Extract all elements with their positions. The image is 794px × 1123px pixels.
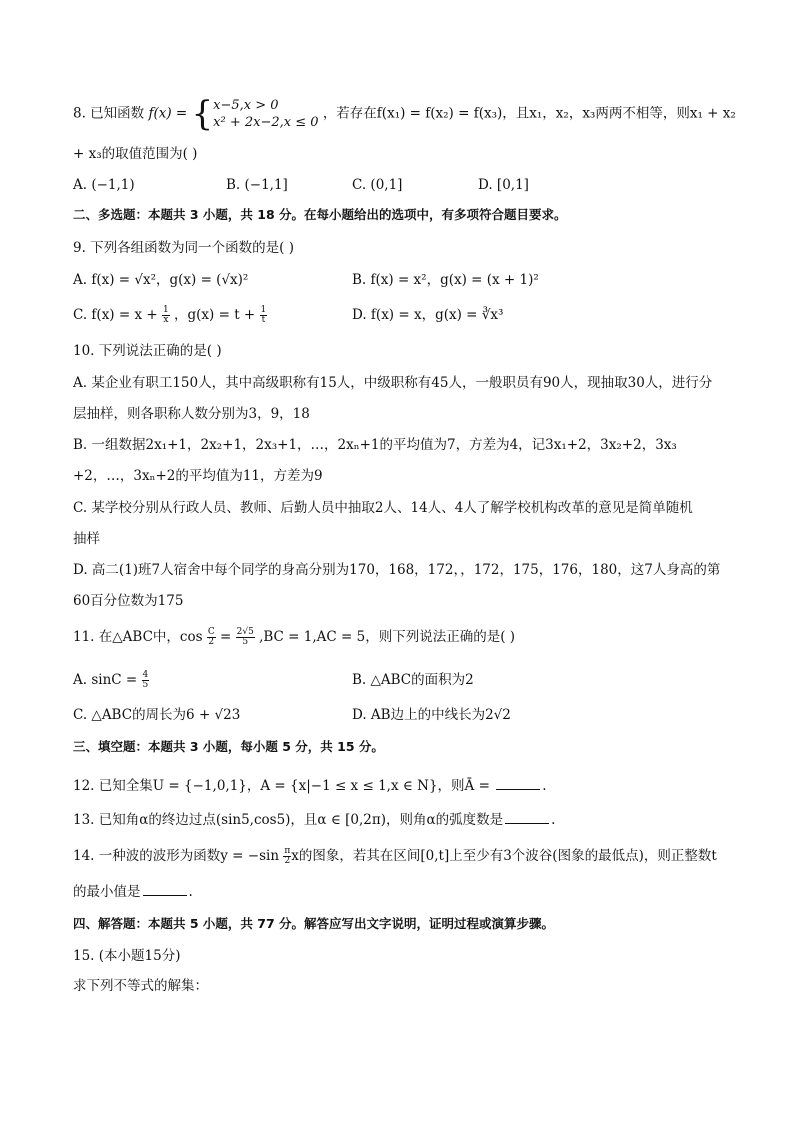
q11-option-a	[73, 670, 149, 690]
q11-cos-value	[236, 628, 255, 647]
q14-pre: 14. 一种波的波形为函数y = −sin	[73, 848, 280, 864]
q11-option-d: D. AB边上的中线长为2√2	[352, 707, 511, 723]
q11-option-c: C. △ABC的周长为6 + √23	[73, 707, 241, 723]
q14-line1	[73, 846, 717, 866]
q8-option-a: A. (−1,1)	[73, 177, 135, 193]
q11-a-num: 4	[142, 670, 149, 680]
q9-c-frac1-num: 1	[162, 305, 169, 315]
q11-option-b: B. △ABC的面积为2	[352, 672, 474, 688]
q13-post: .	[551, 812, 556, 828]
q11-a-frac	[142, 671, 150, 690]
q8-prefix: 8. 已知函数	[73, 105, 145, 122]
q14-line2	[73, 882, 193, 902]
q10-c-line2: 抽样	[73, 531, 100, 547]
q11-half-angle	[207, 628, 216, 647]
q10-d-line1: D. 高二(1)班7人宿舍中每个同学的身高分别为170，168，172，，172，175，176，180，这7人身高的第	[73, 562, 721, 578]
q9-option-b: B. f(x) = x²，g(x) = (x + 1)²	[352, 272, 539, 288]
q8-case1: x−5,x > 0	[213, 98, 279, 113]
q8-option-b: B. (−1,1]	[226, 177, 288, 193]
q8-line1	[73, 94, 736, 134]
q13	[73, 810, 555, 830]
q15-title: 15. (本小题15分)	[73, 948, 181, 964]
q8-case2: x² + 2x−2,x ≤ 0	[213, 115, 319, 130]
q10-b-line2: +2，…，3xₙ+2的平均值为11，方差为9	[73, 468, 323, 484]
q9-option-d: D. f(x) = x，g(x) = ∛x³	[352, 307, 504, 323]
q14-frac-den: 2	[284, 856, 291, 866]
q9-c-frac2-num: 1	[260, 305, 267, 315]
q11-a-den: 5	[142, 680, 149, 690]
q8-func: f(x) =	[148, 105, 188, 122]
q11-half-den: 2	[208, 637, 215, 647]
section-2-heading: 二、多选题：本题共 3 小题，共 18 分。在每小题给出的选项中，有多项符合题目要求。	[73, 207, 567, 222]
q10-a-line1: A. 某企业有职工150人，其中高级职称有15人，中级职称有45人，一般职员有90人，现抽取30人，进行分	[73, 375, 713, 391]
q12-pre: 12. 已知全集U = {−1,0,1}，A = {x|−1 ≤ x ≤ 1,x ∈ N}，则Ā =	[73, 778, 495, 794]
q14-line2-pre: 的最小值是	[73, 884, 141, 900]
q12	[73, 776, 546, 796]
q9-c-pre: C. f(x) = x +	[73, 307, 158, 323]
q9-option-c	[73, 305, 267, 325]
q10-c-line1: C. 某学校分别从行政人员、教师、后勤人员中抽取2人、14人、4人了解学校机构改革的意见是简单随机	[73, 500, 693, 516]
q11-stem-pre: 11. 在△ABC中，cos	[73, 629, 203, 645]
q9-c-frac1	[162, 306, 170, 325]
q15-stem: 求下列不等式的解集：	[73, 978, 208, 994]
q9-c-mid: ，g(x) = t +	[174, 307, 256, 323]
q14-answer-blank	[143, 883, 187, 896]
q8-option-c: C. (0,1]	[352, 177, 403, 193]
q8-brace: {	[191, 94, 214, 134]
q10-a-line2: 层抽样，则各职称人数分别为3，9，18	[73, 406, 310, 422]
q11-half-num: C	[207, 627, 215, 637]
q13-pre: 13. 已知角α的终边过点(sin5,cos5)，且α ∈ [0,2π)，则角α的弧度数是	[73, 812, 504, 828]
q10-b-line1: B. 一组数据2x₁+1，2x₂+1，2x₃+1，…，2xₙ+1的平均值为7，方差为4，记3x₁+2，3x₂+2，3x₃	[73, 437, 677, 453]
q9-stem: 9. 下列各组函数为同一个函数的是( )	[73, 240, 294, 256]
q14-line2-post: .	[188, 884, 193, 900]
q8-cases	[213, 97, 318, 131]
q10-stem: 10. 下列说法正确的是( )	[73, 343, 222, 359]
q11-value-den: 5	[242, 637, 249, 647]
q9-option-a: A. f(x) = √x²，g(x) = (√x)²	[73, 272, 249, 288]
q9-c-frac1-den: x	[163, 315, 169, 325]
q12-answer-blank	[496, 777, 540, 790]
q11-value-num: 2√5	[236, 627, 254, 637]
q11-stem-post: ,BC = 1,AC = 5，则下列说法正确的是( )	[259, 629, 516, 645]
q11-stem: 11. 在△ABC中，cos $\frac{C}{2}$ = $\frac{2√5}{5}$ ,BC = 1,AC = 5，则下列说法正确的是( )	[73, 627, 516, 647]
section-4-heading: 四、解答题：本题共 5 小题，共 77 分。解答应写出文字说明，证明过程或演算步骤。	[73, 916, 555, 931]
q8-line2: + x₃的取值范围为( )	[73, 146, 198, 162]
q9-c-frac2-den: t	[261, 315, 266, 325]
q14-post: x的图象，若其在区间[0,t]上至少有3个波谷(图象的最低点)，则正整数t	[291, 848, 717, 864]
q14-frac-num: π	[284, 846, 291, 856]
q12-post: .	[542, 778, 547, 794]
q8-suffix: ，若存在f(x₁) = f(x₂) = f(x₃)，且x₁，x₂，x₃两两不相等，则x₁ + x₂	[322, 105, 736, 122]
q11-a-pre: A. sinC =	[73, 672, 138, 688]
q8-option-d: D. [0,1]	[478, 177, 529, 193]
q10-d-line2: 60百分位数为175	[73, 593, 184, 609]
q9-c-frac2	[260, 306, 268, 325]
section-3-heading: 三、填空题：本题共 3 小题，每小题 5 分，共 15 分。	[73, 739, 384, 754]
q13-answer-blank	[505, 811, 549, 824]
